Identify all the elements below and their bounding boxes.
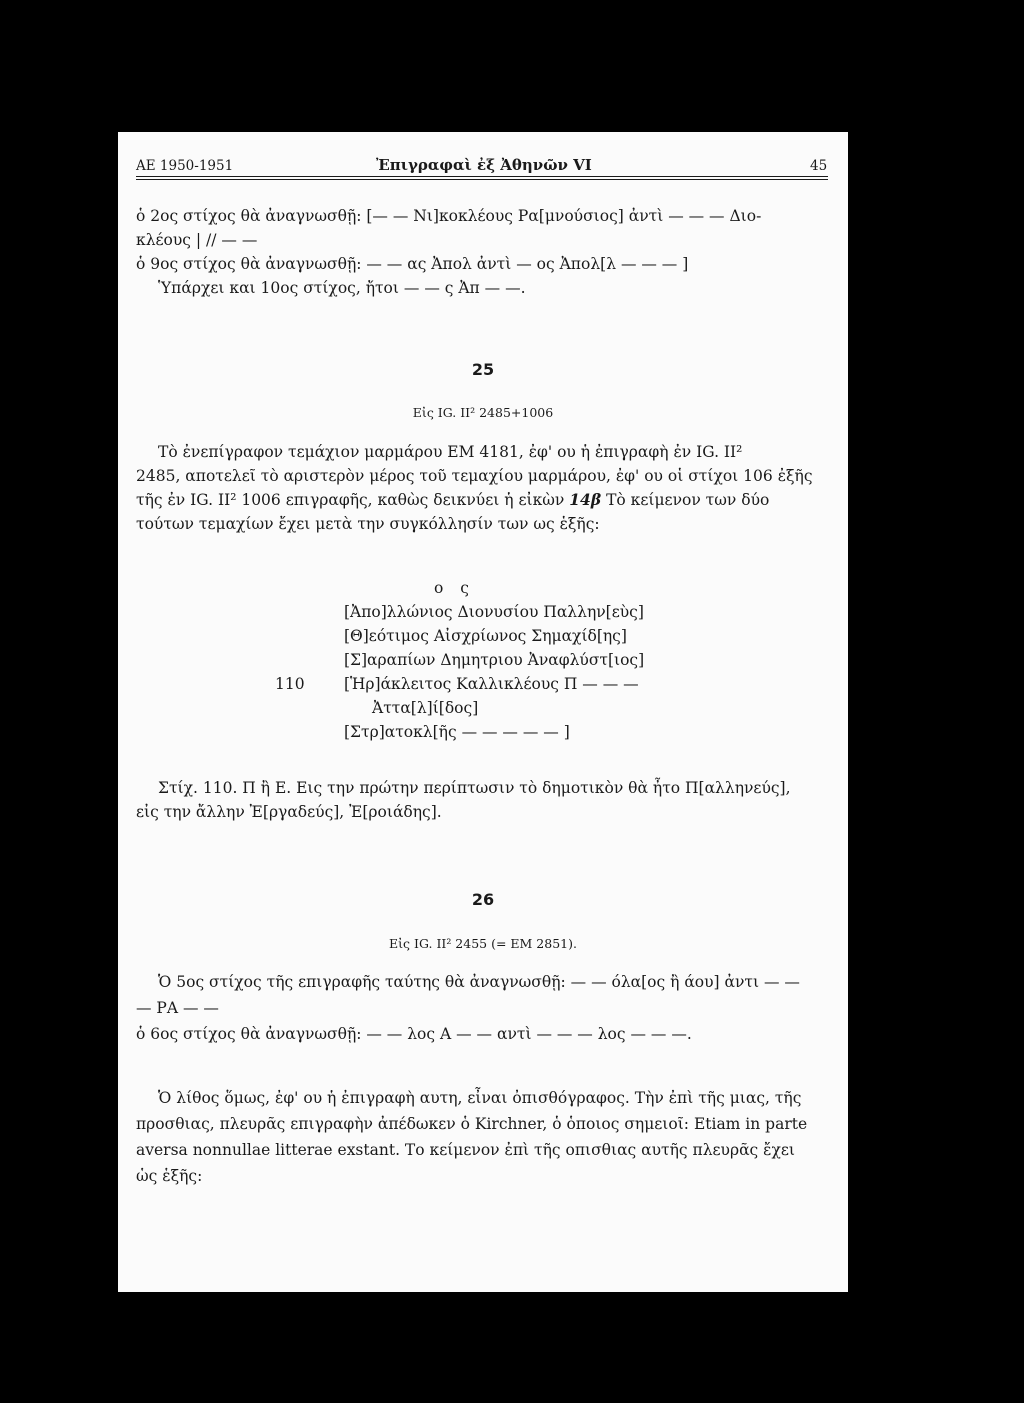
s24-line-1: ὁ 2ος στίχος θὰ ἀναγνωσθῇ: [— — Νι]κοκλέους Ρα[μνούσιος] ἀντὶ — — — Διο- — [136, 207, 762, 225]
header-title: Ἐπιγραφαὶ ἐξ Ἀθηνῶν VI — [376, 156, 592, 174]
section-26-reference: Εἰς IG. II² 2455 (= ΕΜ 2851). — [389, 936, 577, 951]
s25-para-line-2: 2485, αποτελεῖ τὸ αριστερὸν μέρος τοῦ τεμαχίου μαρμάρου, ἐφ' ου οἱ στίχοι 106 ἐξῆς — [136, 467, 813, 485]
section-25-reference: Εἰς IG. II² 2485+1006 — [412, 405, 554, 420]
inscription-fragment: ο ς — [434, 579, 469, 597]
figure-reference: 14β — [569, 490, 602, 509]
printed-page — [118, 132, 848, 1292]
s26-line-3: ὁ 6ος στίχος θὰ ἀναγνωσθῇ: — — λος Α — — αντὶ — — — λος — — —. — [136, 1025, 692, 1043]
section-26-number: 26 — [471, 890, 495, 909]
header-rule-2 — [136, 179, 828, 180]
s25-note-line-2: εἰς την ἄλλην Ἐ[ργαδεύς], Ἐ[ροιάδης]. — [136, 803, 442, 821]
s24-line-3: ὁ 9ος στίχος θὰ ἀναγνωσθῇ: — — ας Ἀπολ ἀντὶ — ος Ἀπολ[λ — — — ] — [136, 255, 689, 273]
s25-para-line-3-start: τῆς ἐν IG. II² 1006 επιγραφῆς, καθὼς δεικνύει ἡ εἰκὼν — [136, 491, 565, 509]
inscription-line: [Σ]αραπίων Δημητριου Ἀναφλύστ[ιος] — [344, 651, 645, 669]
s26-para-line-2: προσθιας, πλευρᾶς επιγραφὴν ἀπέδωκεν ὁ Kirchner, ὁ ὁποιος σημειοῖ: Etiam in parte — [136, 1115, 808, 1133]
s26-para-line-1: Ὁ λίθος ὅμως, ἐφ' ου ἡ ἐπιγραφὴ αυτη, εἶναι ὀπισθόγραφος. Τὴν ἐπὶ τῆς μιας, τῆς — [158, 1089, 802, 1107]
inscription-line: [Στρ]ατοκλ[ῆς — — — — — ] — [344, 723, 570, 741]
s25-para-line-3-end: Τὸ κείμενον των δύο — [606, 491, 770, 509]
s26-line-1: Ὁ 5ος στίχος τῆς επιγραφῆς ταύτης θὰ ἀναγνωσθῇ: — — όλα[ος ἢ άου] ἀντι — — — [158, 973, 800, 991]
inscription-line-number: 110 — [275, 675, 305, 693]
s25-para-line-4: τούτων τεμαχίων ἔχει μετὰ την συγκόλλησίν των ως ἑξῆς: — [136, 515, 600, 533]
s24-line-4: Ὑπάρχει και 10ος στίχος, ἤτοι — — ς Ἀπ — —. — [158, 279, 526, 297]
inscription-line: [Θ]εότιμος Αἰσχρίωνος Σημαχίδ[ης] — [344, 627, 627, 645]
s25-para-line-3 — [136, 490, 769, 510]
header-journal: ΑΕ 1950-1951 — [136, 158, 234, 174]
inscription-line: [Ἀπο]λλώνιος Διονυσίου Παλλην[εὺς] — [344, 603, 644, 621]
s26-para-line-4: ὡς ἑξῆς: — [136, 1167, 203, 1185]
header-page-number: 45 — [810, 158, 828, 174]
header-rule-1 — [136, 176, 828, 177]
section-25-number: 25 — [471, 360, 495, 379]
s26-para-line-3: aversa nonnullae litterae exstant. Το κείμενον ἐπὶ τῆς οπισθιας αυτῆς πλευρᾶς ἔχει — [136, 1141, 795, 1159]
s24-line-2: κλέους | // — — — [136, 231, 258, 249]
s26-line-2: — ΡΑ — — — [136, 999, 219, 1017]
inscription-line: [Ἡρ]άκλειτος Καλλικλέους Π — — — — [344, 675, 639, 693]
s25-note-line-1: Στίχ. 110. Π ἢ Ε. Εις την πρώτην περίπτωσιν τὸ δημοτικὸν θὰ ἦτο Π[αλληνεύς], — [158, 779, 791, 797]
inscription-line: Ἀττα[λ]ί[δος] — [372, 699, 479, 717]
s25-para-line-1: Τὸ ἐνεπίγραφον τεμάχιον μαρμάρου ΕΜ 4181, ἐφ' ου ἡ ἐπιγραφὴ ἐν IG. II² — [158, 443, 743, 461]
